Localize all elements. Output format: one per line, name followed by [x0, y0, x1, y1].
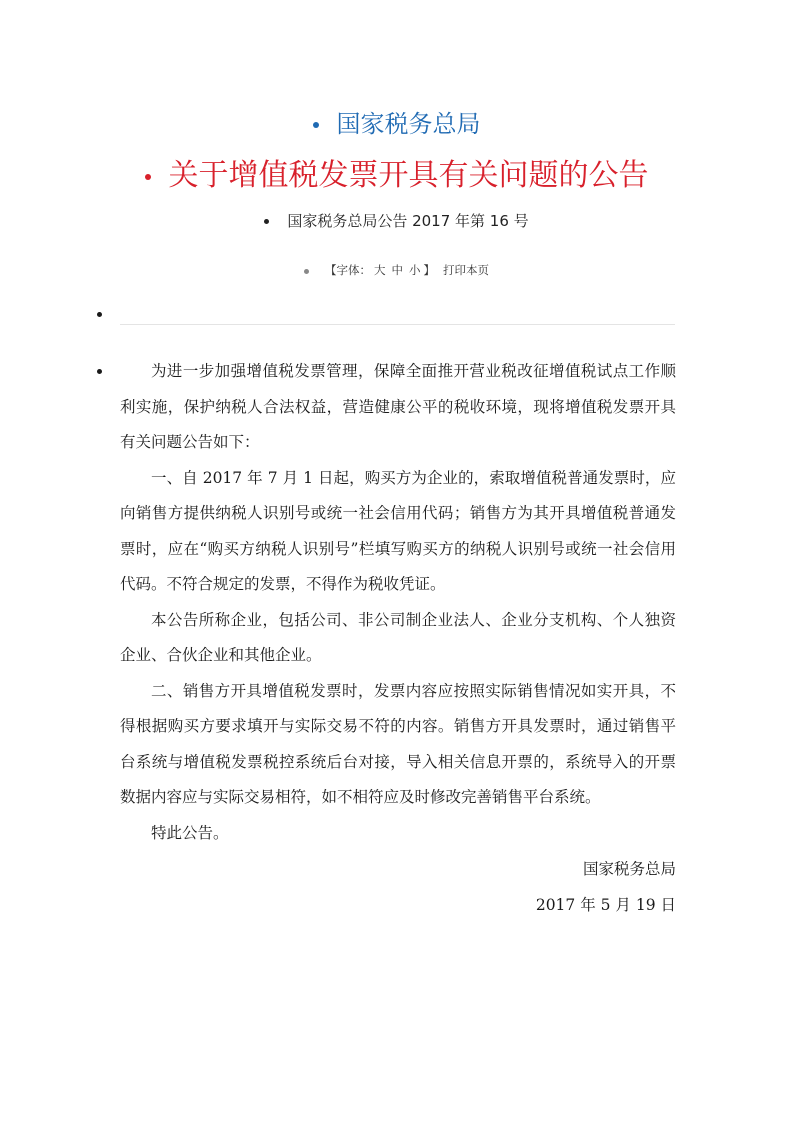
site-name-link[interactable]: 国家税务总局	[336, 110, 481, 138]
document-number: 国家税务总局公告 2017 年第 16 号	[287, 212, 529, 230]
font-size-label-close: 】	[423, 263, 435, 277]
font-size-large-link[interactable]: 大	[374, 263, 386, 277]
font-size-medium-link[interactable]: 中	[391, 263, 403, 277]
paragraph-item-one: 一、自 2017 年 7 月 1 日起，购买方为企业的，索取增值税普通发票时，应向销售方提供纳税人识别号或统一社会信用代码；销售方为其开具增值税普通发票时，应在“购买方纳税人识别号”栏填写购买方的纳税人识别号或统一社会信用代码。不符合规定的发票，不得作为税收凭证。	[120, 468, 676, 593]
paragraph-definition: 本公告所称企业，包括公司、非公司制企业法人、企业分支机构、个人独资企业、合伙企业和其他企业。	[120, 610, 676, 664]
bullet-icon	[313, 122, 319, 128]
document-title-row	[0, 150, 793, 194]
font-size-toolbar	[0, 262, 793, 278]
font-size-label-open: 【字体：	[325, 263, 371, 277]
signature-date: 2017 年 5 月 19 日	[535, 896, 676, 914]
empty-bullet-icon	[97, 312, 102, 317]
print-page-link[interactable]: 打印本页	[443, 263, 489, 277]
document-title: 关于增值税发票开具有关问题的公告	[168, 158, 649, 193]
bullet-icon	[264, 219, 269, 224]
article-body	[120, 354, 676, 923]
content-bullet-icon	[97, 369, 102, 374]
document-number-row	[0, 210, 793, 231]
divider	[120, 324, 675, 325]
site-name-row	[0, 104, 793, 139]
paragraph-closing: 特此公告。	[151, 823, 229, 842]
paragraph-item-two: 二、销售方开具增值税发票时，发票内容应按照实际销售情况如实开具，不得根据购买方要求填开与实际交易不符的内容。销售方开具发票时，通过销售平台系统与增值税发票税控系统后台对接，导入相关信息开票的，系统导入的开票数据内容应与实际交易相符，如不相符应及时修改完善销售平台系统。	[120, 681, 676, 806]
bullet-icon	[304, 269, 309, 274]
bullet-icon	[145, 174, 151, 180]
signature: 国家税务总局	[582, 860, 676, 878]
font-size-small-link[interactable]: 小	[409, 263, 421, 277]
paragraph-intro: 为进一步加强增值税发票管理，保障全面推开营业税改征增值税试点工作顺利实施，保护纳税人合法权益，营造健康公平的税收环境，现将增值税发票开具有关问题公告如下：	[120, 362, 676, 451]
